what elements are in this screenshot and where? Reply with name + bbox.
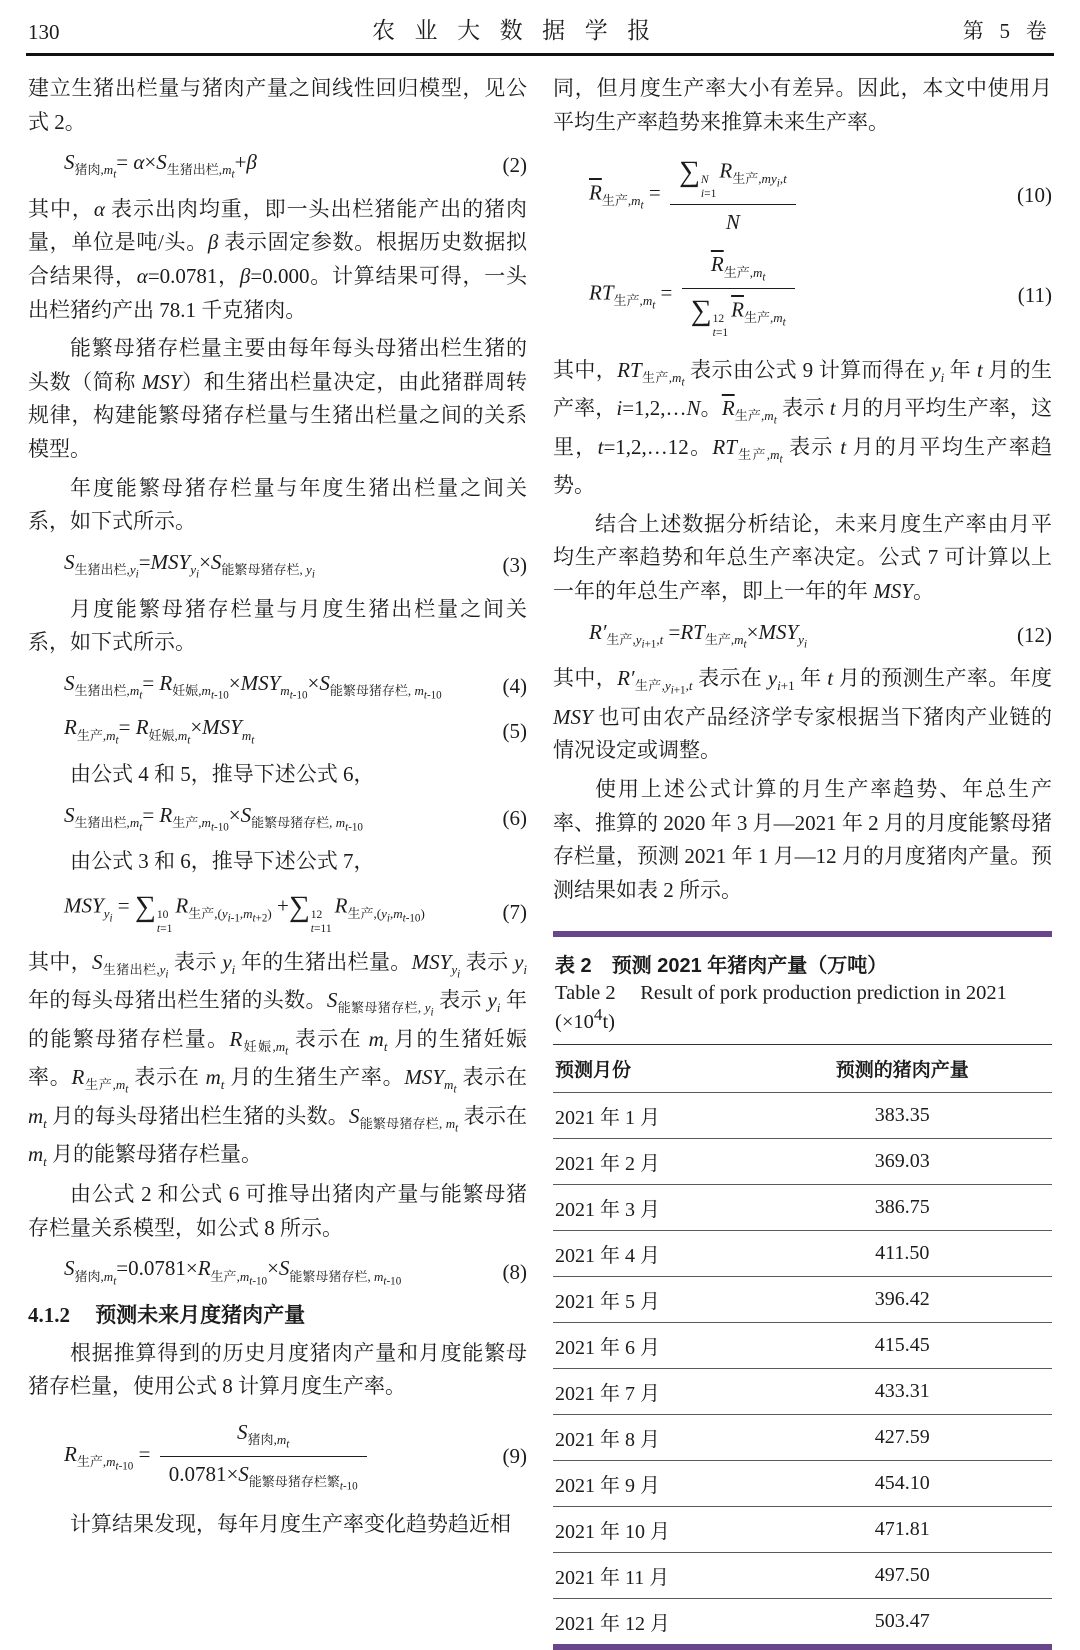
formula-8 xyxy=(28,1254,527,1289)
table-2 xyxy=(553,931,1052,1650)
equation-number: (9) xyxy=(502,1443,527,1468)
formula-2 xyxy=(28,148,527,183)
value-cell: 471.81 xyxy=(874,1518,930,1541)
table-row xyxy=(553,1368,1052,1414)
paragraph: 其中，α 表示出肉均重，即一头出栏猪能产出的猪肉量，单位是吨/头。β 表示固定参数。根据历史数据拟合结果得，α=0.0781，β=0.000。计算结果可得，一头出栏猪约产出 78.1 千克猪肉。 xyxy=(28,196,528,322)
formula-7 xyxy=(28,888,527,936)
formula-5 xyxy=(28,713,527,748)
formula-body: $MSY_{y_i}$ = ∑ 10 t=1 $R_{生产,(y_{i-1},m_{t+2})}$ +∑ 12 t=11 $R_{生产,(y_i,m_{t-10})}$ xyxy=(64,891,425,935)
value-cell: 415.45 xyxy=(874,1334,930,1357)
formula-body: $R'_{生产,y_{i+1},t} =RT_{生产,m_t}\times MSY_{y_i}$ xyxy=(589,619,808,651)
right-column xyxy=(553,72,1052,1650)
paragraph: 月度能繁母猪存栏量与月度生猪出栏量之间关系，如下式所示。 xyxy=(28,596,527,655)
section-number: 4.1.2 xyxy=(28,1303,70,1328)
table-row xyxy=(553,1414,1052,1460)
table-row xyxy=(553,1230,1052,1276)
table-top-bar xyxy=(553,931,1052,937)
value-cell: 497.50 xyxy=(874,1564,930,1587)
equation-number: (6) xyxy=(502,805,527,830)
column-header-month: 预测月份 xyxy=(555,1060,632,1082)
table-row xyxy=(553,1092,1052,1138)
paragraph: 其中，$R'_{生产,y_{i+1},t}$ 表示在 $y_{i+1}$ 年 t 月的预测生产率。年度 MSY 也可由农产品经济学专家根据当下猪肉产业链的情况设定或调整。 xyxy=(553,666,1053,763)
paragraph: 同，但月度生产率大小有差异。因此，本文中使用月平均生产率趋势来推算未来生产率。 xyxy=(553,76,1052,134)
equation-number: (10) xyxy=(1017,182,1052,207)
table-row xyxy=(553,1138,1052,1184)
formula-9 xyxy=(28,1418,527,1494)
equation-number: (4) xyxy=(502,673,527,698)
column-header-value: 预测的猪肉产量 xyxy=(835,1060,969,1082)
table-header-row xyxy=(553,1045,1052,1092)
table-row xyxy=(553,1184,1052,1230)
table-bottom-bar xyxy=(553,1644,1052,1650)
value-cell: 454.10 xyxy=(874,1472,930,1495)
equation-number: (8) xyxy=(502,1259,527,1284)
formula-body: $S_{生猪出栏,y_i}=MSY_{y_i}\times S_{能繁母猪存栏, y_i}$ xyxy=(64,549,315,581)
paragraph: 计算结果发现，每年月度生产率变化趋势趋近相 xyxy=(70,1512,511,1537)
formula-12 xyxy=(553,618,1052,653)
value-cell: 383.35 xyxy=(874,1104,930,1127)
paragraph: 年度能繁母猪存栏量与年度生猪出栏量之间关系，如下式所示。 xyxy=(28,475,527,534)
equation-number: (3) xyxy=(502,553,527,577)
month-cell: 2021 年 7 月 xyxy=(555,1383,660,1406)
table-row xyxy=(553,1552,1052,1598)
paragraph: 其中，$RT_{生产,m_t}$ 表示由公式 9 计算而得在 $y_i$ 年 t 月的生产率，i=1,2,…N。$\overline{R}_{生产,m_t}$ 表示 t 月的月平均生产率，这里，t=1,2,…12。$RT_{生产,m_t}$ 表示 t 月的月平均生产率趋势。 xyxy=(553,357,1053,498)
month-cell: 2021 年 11 月 xyxy=(555,1567,670,1590)
formula-body: $S_{猪肉,m_t}=0.0781\times R_{生产,m_{t-10}}\times S_{能繁母猪存栏, m_{t-10}}$ xyxy=(64,1256,402,1288)
formula-body: $R_{生产,m_{t-10}}$ = $\frac{S_{猪肉,m_t}}{0.0781\times S_{能繁母猪存栏繁_{t-10}}}$ xyxy=(28,1418,477,1494)
formula-body: $S_{猪肉,m_t}= \alpha\times S_{生猪出栏,m_t}+\beta$ xyxy=(64,150,257,181)
table-caption-zh xyxy=(555,949,1052,978)
month-cell: 2021 年 9 月 xyxy=(555,1475,660,1498)
month-cell: 2021 年 8 月 xyxy=(555,1429,660,1452)
table-caption-en xyxy=(555,982,1052,1034)
formula-body: $S_{生猪出栏,m_t}= R_{妊娠,m_{t-10}}\times MSY_{m_{t-10}}\times S_{能繁母猪存栏, m_{t-10}}$ xyxy=(64,670,442,702)
month-cell: 2021 年 5 月 xyxy=(555,1291,660,1314)
table-label-en: Table 2 xyxy=(555,982,616,1005)
paragraph: 根据推算得到的历史月度猪肉产量和月度能繁母猪存栏量，使用公式 8 计算月度生产率。 xyxy=(28,1340,527,1399)
table-title-en: Result of pork production prediction in 2021 $(\times 10^4t)$ xyxy=(555,982,1007,1034)
paragraph: 建立生猪出栏量与猪肉产量之间线性回归模型，见公式 2。 xyxy=(28,76,527,134)
value-cell: 386.75 xyxy=(874,1196,930,1219)
equation-number: (12) xyxy=(1017,622,1052,647)
month-cell: 2021 年 1 月 xyxy=(555,1107,660,1130)
formula-6 xyxy=(28,801,527,836)
table-row xyxy=(553,1460,1052,1506)
table-row xyxy=(553,1598,1052,1644)
month-cell: 2021 年 10 月 xyxy=(555,1521,670,1544)
formula-10 xyxy=(553,153,1052,236)
table-label-zh: 表 2 xyxy=(555,955,592,978)
running-head xyxy=(0,0,1080,53)
left-column xyxy=(28,72,527,1650)
paragraph: 其中，$S_{生猪出栏,y_i}$ 表示 $y_i$ 年的生猪出栏量。$MSY_{y_i}$ 表示 $y_i$ 年的每头母猪出栏生猪的头数。$S_{能繁母猪存栏, y_i}$ 表示 $y_i$ 年的能繁母猪存栏量。$R_{妊娠,m_t}$ 表示在 $m_t$ 月的生猪妊娠率。$R_{生产,m_t}$ 表示在 $m_t$ 月的生猪生产率。$MSY_{m_t}$ 表示在 $m_t$ 月的每头母猪出栏生猪的头数。$S_{能繁母猪存栏, m_t}$ 表示在 $m_t$ 月的能繁母猪存栏量。 xyxy=(28,949,528,1170)
formula-body: $S_{生猪出栏,m_t}= R_{生产,m_{t-10}}\times S_{能繁母猪存栏, m_{t-10}}$ xyxy=(64,802,363,834)
table-title-zh: 预测 2021 年猪肉产量（万吨） xyxy=(611,955,888,978)
table-row xyxy=(553,1276,1052,1322)
formula-body: $R_{生产,m_t}= R_{妊娠,m_t}\times MSY_{m_t}$ xyxy=(64,715,255,747)
paragraph: 由公式 2 和公式 6 可推导出猪肉产量与能繁母猪存栏量关系模型，如公式 8 所示。 xyxy=(28,1182,527,1240)
month-cell: 2021 年 12 月 xyxy=(555,1613,670,1636)
value-cell: 433.31 xyxy=(874,1380,930,1403)
value-cell: 411.50 xyxy=(875,1242,930,1265)
formula-body: $RT_{生产,m_t}$ = $\overline{R}_{生产,m_t}$ ∑ 12 t=1 $\overline{R}_{生产,m_t}$ xyxy=(553,250,1002,339)
paragraph: 能繁母猪存栏量主要由每年每头母猪出栏生猪的头数（简称 MSY）和生猪出栏量决定，由此猪群周转规律，构建能繁母猪存栏量与生猪出栏量之间的关系模型。 xyxy=(28,336,527,462)
table-row xyxy=(553,1322,1052,1368)
section-title: 预测未来月度猪肉产量 xyxy=(95,1303,306,1328)
two-column-body xyxy=(0,56,1080,1650)
month-cell: 2021 年 3 月 xyxy=(555,1199,660,1222)
value-cell: 427.59 xyxy=(874,1426,930,1449)
table-row xyxy=(553,1506,1052,1552)
equation-number: (7) xyxy=(502,899,527,924)
equation-number: (5) xyxy=(502,718,527,743)
month-cell: 2021 年 2 月 xyxy=(555,1153,660,1176)
paragraph: 结合上述数据分析结论，未来月度生产率由月平均生产率趋势和年总生产率决定。公式 7 可计算以上一年的年总生产率，即上一年的年 MSY。 xyxy=(553,511,1052,603)
paragraph: 使用上述公式计算的月生产率趋势、年总生产率、推算的 2020 年 3 月—2021 年 2 月的月度能繁母猪存栏量，预测 2021 年 1 月—12 月的月度猪肉产量。预测结果如表 2 所示。 xyxy=(553,776,1052,902)
value-cell: 396.42 xyxy=(874,1288,930,1311)
formula-11 xyxy=(553,250,1052,339)
page-number: 130 xyxy=(28,20,60,44)
paragraph: 由公式 4 和 5，推导下述公式 6， xyxy=(70,762,375,787)
formula-body: $\overline{R}_{生产,m_t}$ = ∑ N i=1 $R_{生产,my_i,t}$ N xyxy=(553,153,1002,236)
formula-3 xyxy=(28,548,527,583)
paragraph: 由公式 3 和 6，推导下述公式 7， xyxy=(70,849,375,874)
equation-number: (11) xyxy=(1017,282,1052,307)
formula-4 xyxy=(28,669,527,704)
month-cell: 2021 年 6 月 xyxy=(555,1337,660,1360)
journal-title: 农业大数据学报 xyxy=(371,17,670,43)
equation-number: (2) xyxy=(502,153,527,178)
month-cell: 2021 年 4 月 xyxy=(555,1245,660,1268)
section-heading-4-1-2 xyxy=(28,1299,527,1333)
value-cell: 503.47 xyxy=(874,1610,930,1633)
value-cell: 369.03 xyxy=(874,1150,930,1173)
volume-label: 第 5 卷 xyxy=(962,19,1052,43)
